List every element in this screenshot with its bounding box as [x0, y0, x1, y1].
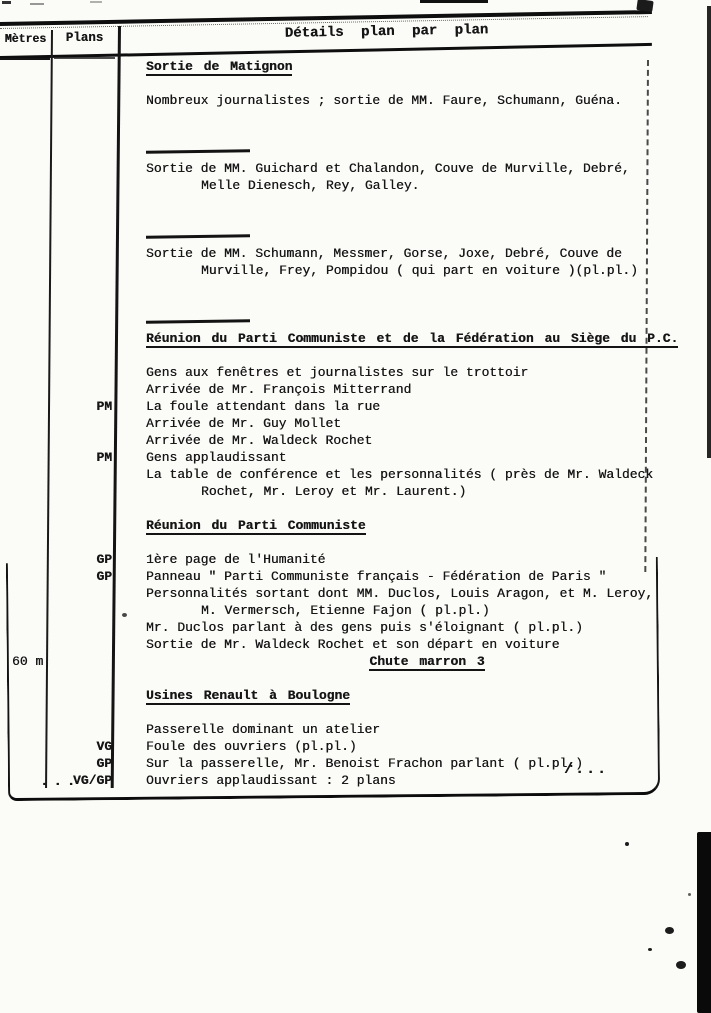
- metres-cell: [0, 500, 51, 517]
- shot-description: La foule attendant dans la rue: [146, 399, 381, 414]
- details-cell: [118, 279, 680, 296]
- plans-cell: [51, 75, 118, 92]
- shot-description: Sortie de MM. Guichard et Chalandon, Couve de Murville, Debré,: [146, 161, 630, 176]
- metres-cell: [0, 534, 51, 551]
- table-row: [0, 721, 680, 738]
- metres-cell: [0, 347, 51, 364]
- shot-description: Arrivée de Mr. François Mitterrand: [146, 382, 412, 397]
- details-cell: [118, 568, 680, 585]
- shot-description: Arrivée de Mr. Waldeck Rochet: [146, 433, 373, 448]
- plans-cell: VG: [96, 739, 112, 754]
- plans-cell: [51, 228, 118, 245]
- scan-smudge: [636, 0, 653, 12]
- column-header-metres: Mètres: [4, 33, 47, 46]
- plans-cell: [51, 109, 118, 126]
- table-row: [0, 704, 680, 721]
- plans-cell: [51, 245, 118, 262]
- table-row: [0, 568, 680, 585]
- details-cell: [118, 619, 680, 636]
- shot-description: Foule des ouvriers (pl.pl.): [146, 739, 357, 754]
- scan-edge-band: [697, 832, 711, 1013]
- column-header-details: Détails plan par plan: [284, 22, 489, 42]
- table-row: [0, 262, 680, 279]
- scan-speck: [665, 927, 674, 934]
- section-divider-line: [146, 319, 250, 323]
- details-cell: [118, 347, 680, 364]
- table-row: [0, 194, 680, 211]
- metres-cell: [0, 177, 51, 194]
- metres-cell: [0, 721, 51, 738]
- table-row: [0, 551, 680, 568]
- metres-cell: [0, 160, 51, 177]
- metres-cell: [0, 449, 51, 466]
- details-cell: [118, 92, 680, 109]
- metres-cell: 60 m: [12, 654, 44, 669]
- plans-cell: [51, 602, 118, 619]
- plans-cell: [51, 636, 118, 653]
- shot-description: Gens aux fenêtres et journalistes sur le trottoir: [146, 365, 529, 380]
- metres-cell: [0, 687, 51, 704]
- plans-cell: [51, 262, 118, 279]
- plans-cell: [51, 143, 118, 160]
- shot-description: Melle Dienesch, Rey, Galley.: [201, 178, 420, 193]
- plans-cell: PM: [96, 450, 112, 465]
- plans-cell: GP: [96, 756, 112, 771]
- plans-cell: [51, 279, 118, 296]
- details-cell: [118, 262, 680, 279]
- section-heading: Sortie de Matignon: [146, 59, 293, 74]
- footer-dots-mark: ...: [40, 774, 81, 790]
- details-cell: [118, 653, 680, 670]
- plans-cell: [51, 500, 118, 517]
- details-cell: [118, 432, 680, 449]
- details-cell: [118, 211, 680, 228]
- shot-description: Rochet, Mr. Leroy et Mr. Laurent.): [201, 484, 467, 499]
- metres-cell: [0, 483, 51, 500]
- plans-cell: [51, 126, 118, 143]
- table-row: [0, 602, 680, 619]
- table-row: [0, 415, 680, 432]
- plans-cell: VG/GP: [72, 773, 112, 788]
- plans-cell: [51, 347, 118, 364]
- plans-cell: [51, 653, 118, 670]
- details-cell: [118, 126, 680, 143]
- details-cell: [118, 364, 680, 381]
- metres-cell: [0, 194, 51, 211]
- metres-cell: [0, 75, 51, 92]
- plans-cell: [51, 619, 118, 636]
- metres-cell: [0, 126, 51, 143]
- plans-cell: [51, 330, 118, 347]
- details-cell: [118, 330, 680, 347]
- table-row: [0, 517, 680, 534]
- details-cell: [118, 602, 680, 619]
- table-row: [0, 449, 680, 466]
- details-cell: [118, 58, 680, 75]
- column-header-plans: Plans: [65, 31, 104, 45]
- scan-speck: [625, 842, 629, 846]
- metres-cell: [0, 619, 51, 636]
- metres-cell: [0, 466, 51, 483]
- table-row: [0, 500, 680, 517]
- shot-list-body: [0, 58, 680, 789]
- table-row: [0, 279, 680, 296]
- shot-description: Murville, Frey, Pompidou ( qui part en voiture )(pl.pl.): [201, 263, 638, 278]
- shot-description: Arrivée de Mr. Guy Mollet: [146, 416, 342, 431]
- metres-cell: [0, 296, 51, 313]
- scan-fragment: [90, 1, 102, 3]
- details-cell: [118, 160, 680, 177]
- shot-description: Sortie de Mr. Waldeck Rochet et son départ en voiture: [146, 637, 560, 652]
- metres-cell: [0, 313, 51, 330]
- plans-cell: [51, 704, 118, 721]
- plans-cell: [51, 585, 118, 602]
- details-cell: [118, 313, 680, 330]
- plans-cell: [51, 415, 118, 432]
- shot-description: La table de conférence et les personnalités ( près de Mr. Waldeck: [146, 467, 654, 482]
- metres-cell: [0, 398, 51, 415]
- metres-cell: [0, 636, 51, 653]
- shot-description: Passerelle dominant un atelier: [146, 722, 381, 737]
- scan-fragment: [30, 3, 44, 5]
- details-cell: [118, 721, 680, 738]
- metres-cell: [0, 245, 51, 262]
- scan-speck: [676, 961, 686, 969]
- metres-cell: [0, 211, 51, 228]
- details-cell: [118, 687, 680, 704]
- table-row: [0, 636, 680, 653]
- plans-cell: [51, 483, 118, 500]
- scan-fragment: [2, 1, 11, 4]
- details-cell: [118, 483, 680, 500]
- metres-cell: [0, 228, 51, 245]
- details-cell: [118, 296, 680, 313]
- section-heading: Chute marron 3: [369, 654, 485, 669]
- shot-description: Sur la passerelle, Mr. Benoist Frachon parlant ( pl.pl.): [146, 756, 583, 771]
- details-cell: [118, 143, 680, 160]
- details-cell: [118, 738, 680, 755]
- table-row: [0, 347, 680, 364]
- plans-cell: [51, 211, 118, 228]
- shot-description: 1ère page de l'Humanité: [146, 552, 326, 567]
- metres-cell: [0, 517, 51, 534]
- page-continuation-mark: /...: [564, 761, 609, 778]
- table-row: [0, 143, 680, 160]
- metres-cell: [0, 262, 51, 279]
- table-row: [0, 228, 680, 245]
- plans-cell: [51, 194, 118, 211]
- metres-cell: [0, 585, 51, 602]
- table-row: [0, 687, 680, 704]
- details-cell: [118, 585, 680, 602]
- metres-cell: [0, 602, 51, 619]
- table-row: [0, 653, 680, 670]
- details-cell: [118, 517, 680, 534]
- table-row: [0, 177, 680, 194]
- table-row: [0, 313, 680, 330]
- metres-cell: [0, 109, 51, 126]
- plans-cell: [51, 160, 118, 177]
- plans-cell: [51, 432, 118, 449]
- details-cell: [118, 381, 680, 398]
- details-cell: [118, 415, 680, 432]
- table-row: [0, 58, 680, 75]
- table-row: [0, 126, 680, 143]
- section-divider-line: [146, 234, 250, 238]
- metres-cell: [0, 432, 51, 449]
- table-row: [0, 534, 680, 551]
- metres-cell: [0, 738, 51, 755]
- shot-description: Gens applaudissant: [146, 450, 287, 465]
- table-row: [0, 160, 680, 177]
- table-row: [0, 75, 680, 92]
- table-row: [0, 211, 680, 228]
- scan-edge-strip: [707, 6, 711, 458]
- details-cell: [118, 449, 680, 466]
- plans-cell: [51, 517, 118, 534]
- metres-cell: [0, 92, 51, 109]
- details-cell: [118, 670, 680, 687]
- table-row: [0, 585, 680, 602]
- details-cell: [118, 466, 680, 483]
- metres-cell: [0, 551, 51, 568]
- metres-cell: [0, 279, 51, 296]
- details-cell: [118, 245, 680, 262]
- plans-cell: [51, 313, 118, 330]
- plans-cell: PM: [96, 399, 112, 414]
- metres-cell: [0, 58, 51, 75]
- table-row: [0, 398, 680, 415]
- section-heading: Réunion du Parti Communiste: [146, 518, 366, 533]
- metres-cell: [0, 364, 51, 381]
- details-cell: [118, 194, 680, 211]
- table-row: [0, 619, 680, 636]
- shot-description: Sortie de MM. Schumann, Messmer, Gorse, Joxe, Debré, Couve de: [146, 246, 622, 261]
- plans-cell: [51, 687, 118, 704]
- shot-description: Personnalités sortant dont MM. Duclos, Louis Aragon, et M. Leroy,: [146, 586, 654, 601]
- plans-cell: [51, 58, 118, 75]
- shot-description: Mr. Duclos parlant à des gens puis s'éloignant ( pl.pl.): [146, 620, 583, 635]
- table-row: [0, 670, 680, 687]
- scan-fragment: [420, 0, 488, 3]
- details-cell: [118, 177, 680, 194]
- table-row: [0, 738, 680, 755]
- table-row: [0, 109, 680, 126]
- details-cell: [118, 704, 680, 721]
- metres-cell: [0, 415, 51, 432]
- table-row: [0, 483, 680, 500]
- section-heading: Réunion du Parti Communiste et de la Fédération au Siège du P.C.: [146, 331, 679, 346]
- details-cell: [118, 398, 680, 415]
- scan-speck: [648, 948, 652, 951]
- metres-cell: [0, 330, 51, 347]
- details-cell: [118, 551, 680, 568]
- shot-description: Ouvriers applaudissant : 2 plans: [146, 773, 396, 788]
- details-cell: [118, 500, 680, 517]
- details-cell: [118, 534, 680, 551]
- table-row: [0, 432, 680, 449]
- details-cell: [118, 228, 680, 245]
- shot-description: Nombreux journalistes ; sortie de MM. Faure, Schumann, Guéna.: [146, 93, 622, 108]
- table-row: [0, 381, 680, 398]
- plans-cell: [51, 721, 118, 738]
- metres-cell: [0, 670, 51, 687]
- details-cell: [118, 636, 680, 653]
- table-row: [0, 296, 680, 313]
- metres-cell: [0, 568, 51, 585]
- table-row: [0, 245, 680, 262]
- table-row: [0, 466, 680, 483]
- table-row: [0, 364, 680, 381]
- table-row: [0, 330, 680, 347]
- plans-cell: GP: [96, 552, 112, 567]
- plans-cell: [51, 92, 118, 109]
- scan-speck: [688, 893, 691, 896]
- shot-description: M. Vermersch, Etienne Fajon ( pl.pl.): [201, 603, 490, 618]
- table-row: [0, 92, 680, 109]
- plans-cell: [51, 670, 118, 687]
- section-divider-line: [146, 149, 250, 153]
- plans-cell: [51, 177, 118, 194]
- plans-cell: GP: [96, 569, 112, 584]
- metres-cell: [0, 755, 51, 772]
- plans-cell: [51, 296, 118, 313]
- details-cell: [118, 75, 680, 92]
- plans-cell: [51, 381, 118, 398]
- metres-cell: [0, 704, 51, 721]
- shot-description: Panneau " Parti Communiste français - Fédération de Paris ": [146, 569, 607, 584]
- plans-cell: [51, 534, 118, 551]
- metres-cell: [0, 381, 51, 398]
- plans-cell: [51, 364, 118, 381]
- plans-cell: [51, 466, 118, 483]
- details-cell: [118, 109, 680, 126]
- section-heading: Usines Renault à Boulogne: [146, 688, 351, 703]
- metres-cell: [0, 143, 51, 160]
